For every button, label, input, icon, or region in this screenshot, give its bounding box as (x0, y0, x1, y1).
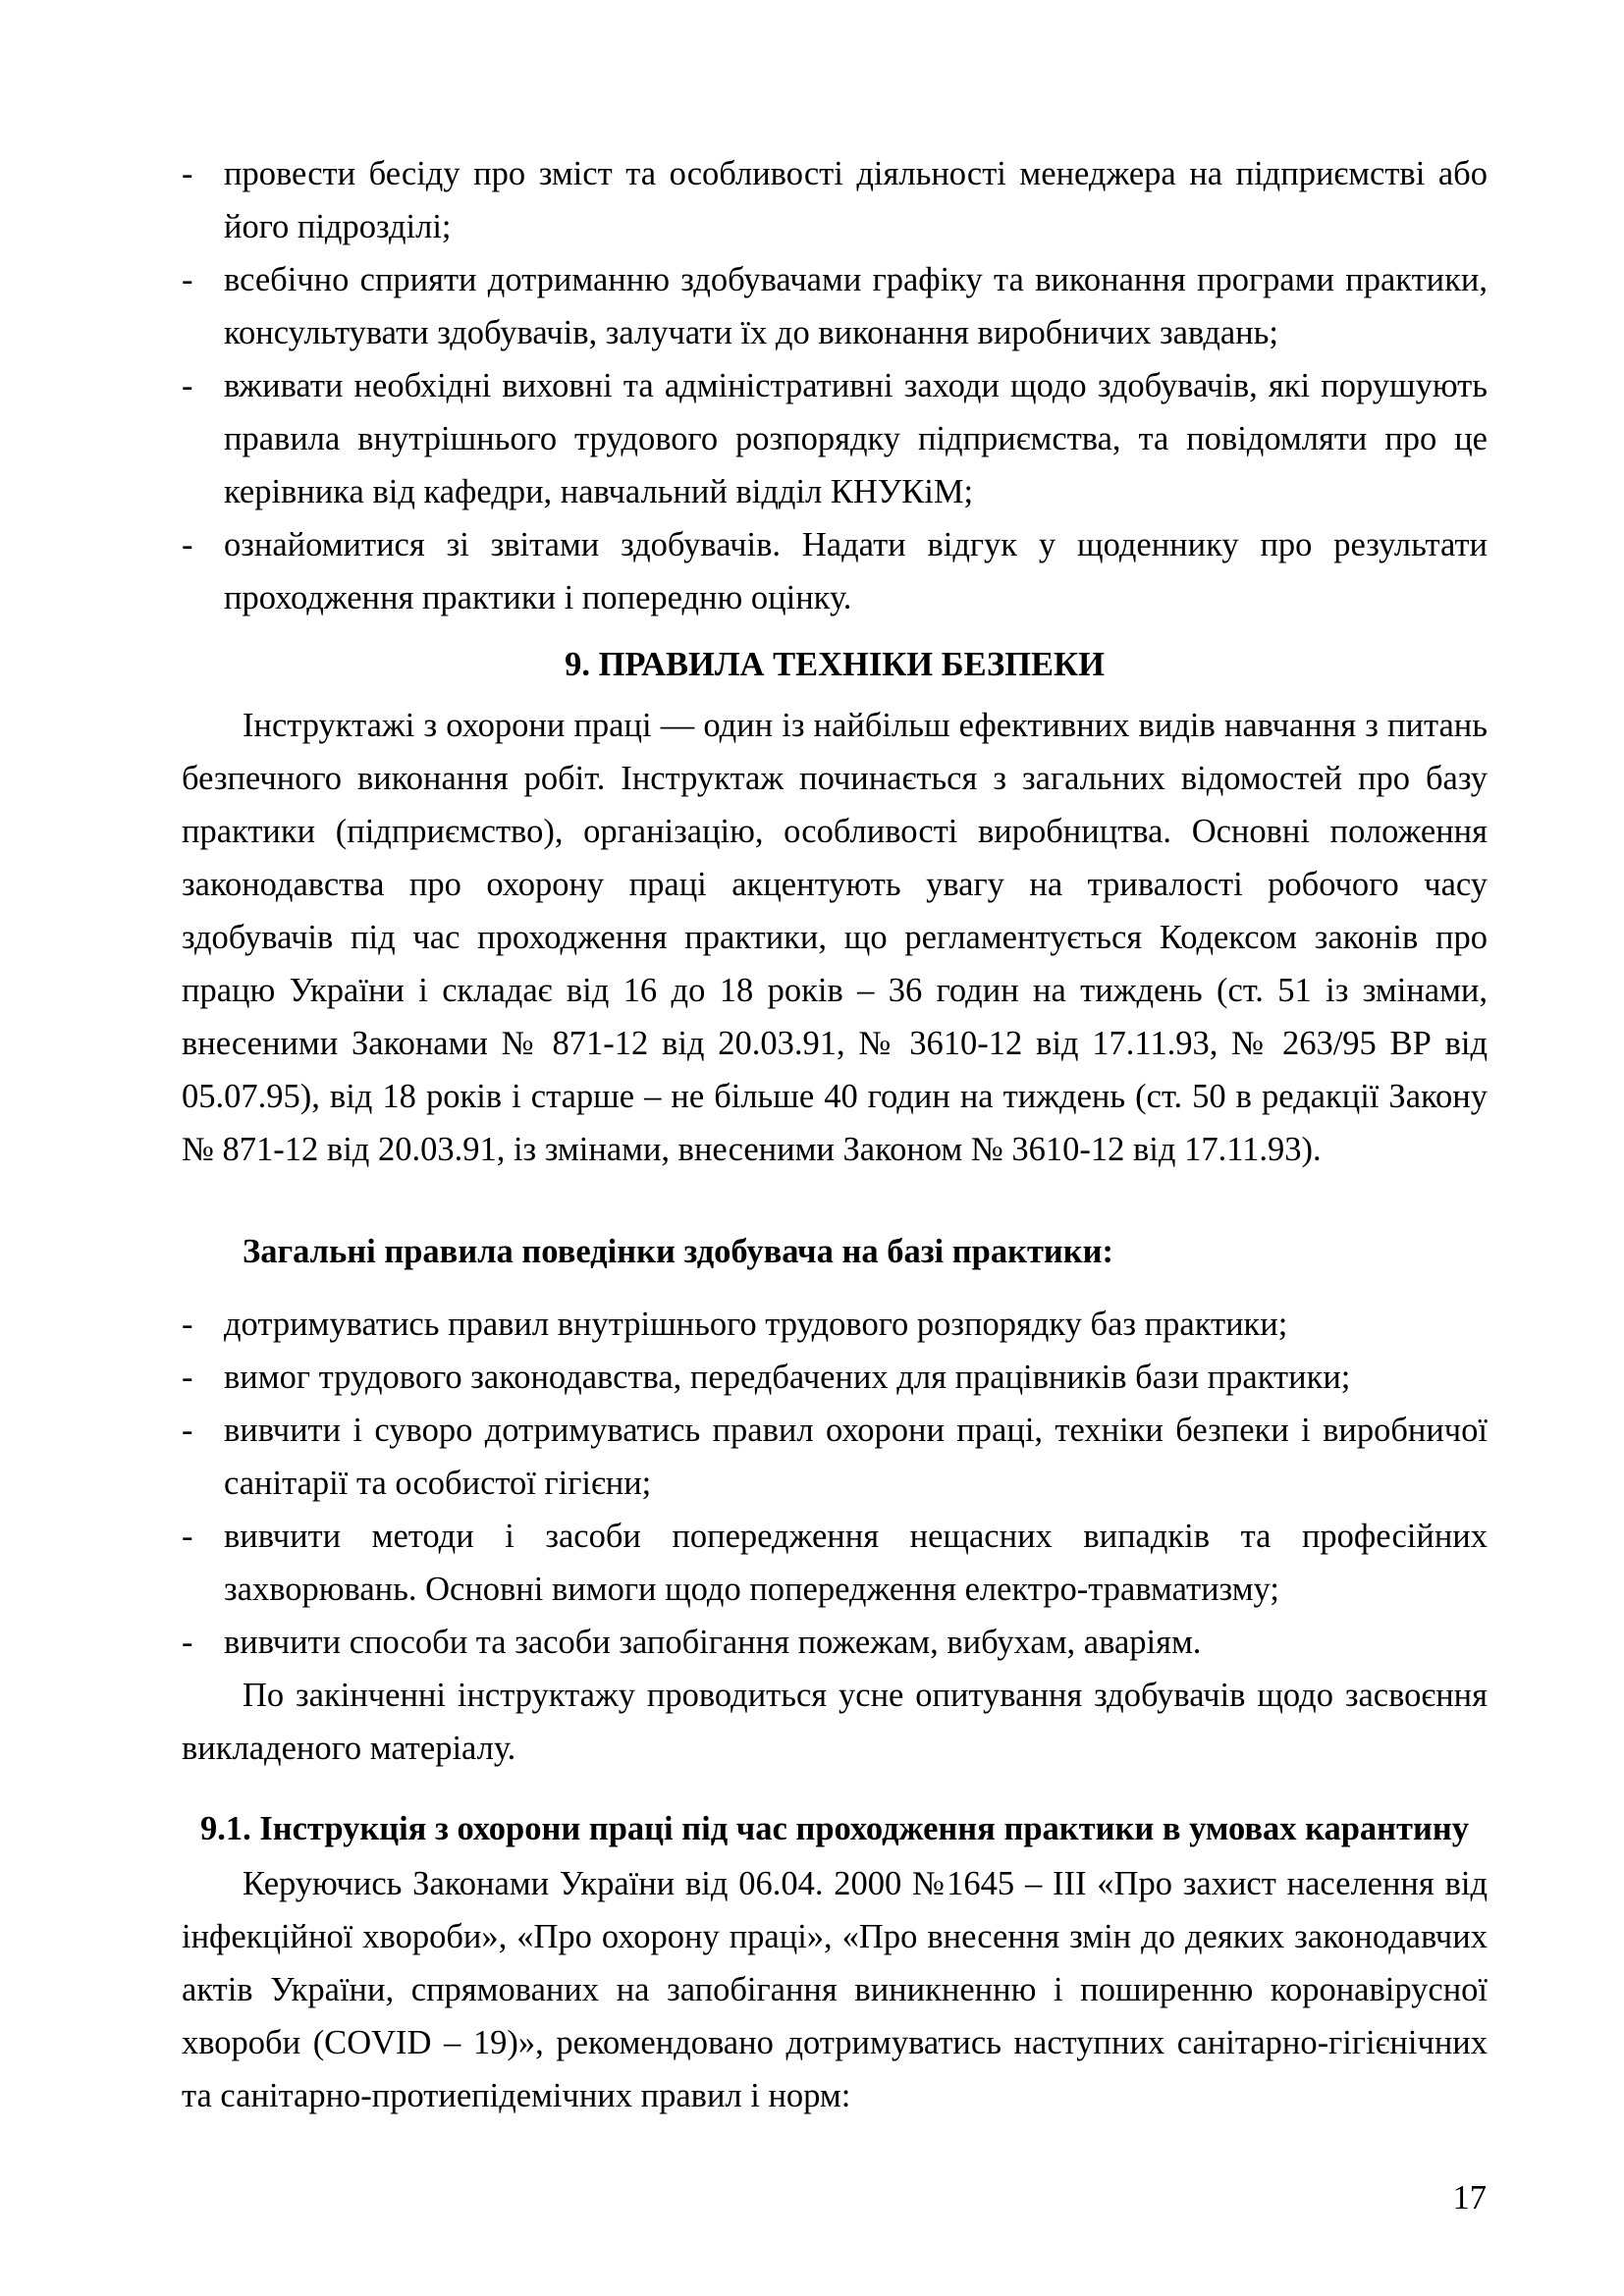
section-9-intro-paragraph: Інструктажі з охорони праці — один із найбільш ефективних видів навчання з питань безпечного виконання робіт. Інструктаж починається з загальних відомостей про базу практики (підприємство), організацію, особливості виробництва. Основні положення законодавства про охорону праці акцентують увагу на тривалості робочого часу здобувачів під час проходження практики, що регламентується Кодексом законів про працю України і складає від 16 до 18 років – 36 годин на тиждень (ст. 51 із змінами, внесеними Законами № 871-12 від 20.03.91, № 3610-12 від 17.11.93, № 263/95 ВР від 05.07.95), від 18 років і старше – не більше 40 годин на тиждень (ст. 50 в редакції Закону № 871-12 від 20.03.91, із змінами, внесеними Законом № 3610-12 від 17.11.93). (182, 707, 1488, 1168)
list-item-text: вимог трудового законодавства, передбачених для працівників бази практики; (224, 1359, 1351, 1396)
dash-marker: - (182, 526, 193, 563)
dash-marker: - (182, 1306, 193, 1343)
dash-marker: - (182, 1412, 193, 1449)
dash-marker: - (182, 367, 193, 404)
rules-closing-paragraph: По закінченні інструктажу проводиться усне опитування здобувачів щодо засвоєння викладеного матеріалу. (182, 1677, 1488, 1767)
list-item-text: провести бесіду про зміст та особливості діяльності менеджера на підприємстві або його підрозділі; (224, 155, 1488, 245)
dash-marker: - (182, 1359, 193, 1396)
list-item (182, 1616, 1488, 1669)
list-item (182, 1510, 1488, 1616)
list-item-text: вивчити методи і засоби попередження нещасних випадків та професійних захворювань. Основні вимоги щодо попередження електро-травматизму; (224, 1518, 1488, 1608)
dash-marker: - (182, 261, 193, 298)
section-9-1-heading: 9.1. Інструкція з охорони праці під час проходження практики в умовах карантину (200, 1810, 1469, 1847)
list-item (182, 1298, 1488, 1351)
list-item-text: всебічно сприяти дотриманню здобувачами графіку та виконання програми практики, консультувати здобувачів, залучати їх до виконання виробничих завдань; (224, 261, 1488, 351)
list-item-text: ознайомитися зі звітами здобувачів. Надати відгук у щоденнику про результати проходження практики і попередню оцінку. (224, 526, 1488, 616)
section-9-1-paragraph: Керуючись Законами України від 06.04. 2000 №1645 – ІІІ «Про захист населення від інфекційної хвороби», «Про охорону праці», «Про внесення змін до деяких законодавчих актів України, спрямованих на запобігання виникненню і поширенню коронавірусної хвороби (COVID – 19)», рекомендовано дотримуватись наступних санітарно-гігієнічних та санітарно-протиепідемічних правил і норм: (182, 1865, 1488, 2114)
list-item-text: вживати необхідні виховні та адміністративні заходи щодо здобувачів, які порушують правила внутрішнього трудового розпорядку підприємства, та повідомляти про це керівника від кафедри, навчальний відділ КНУКіМ; (224, 367, 1488, 510)
list-item (182, 1404, 1488, 1510)
general-rules-heading: Загальні правила поведінки здобувача на базі практики: (243, 1233, 1114, 1270)
dash-marker: - (182, 1518, 193, 1555)
list-item-text: вивчити способи та засоби запобігання пожежам, вибухам, аваріям. (224, 1624, 1202, 1661)
page-content (182, 147, 1488, 2122)
list-item-text: вивчити і суворо дотримуватись правил охорони праці, техніки безпеки і виробничої санітарії та особистої гігієни; (224, 1412, 1488, 1502)
page-number: 17 (1452, 2179, 1487, 2216)
section-9-heading: 9. ПРАВИЛА ТЕХНІКИ БЕЗПЕКИ (565, 646, 1105, 683)
dash-marker: - (182, 155, 193, 192)
list-item (182, 253, 1488, 359)
dash-marker: - (182, 1624, 193, 1661)
list-item (182, 518, 1488, 624)
duties-list (182, 147, 1488, 624)
list-item-text: дотримуватись правил внутрішнього трудового розпорядку баз практики; (224, 1306, 1288, 1343)
spacer (182, 1176, 1488, 1201)
list-item (182, 359, 1488, 518)
general-rules-list (182, 1298, 1488, 1669)
list-item (182, 1351, 1488, 1404)
list-item (182, 147, 1488, 253)
